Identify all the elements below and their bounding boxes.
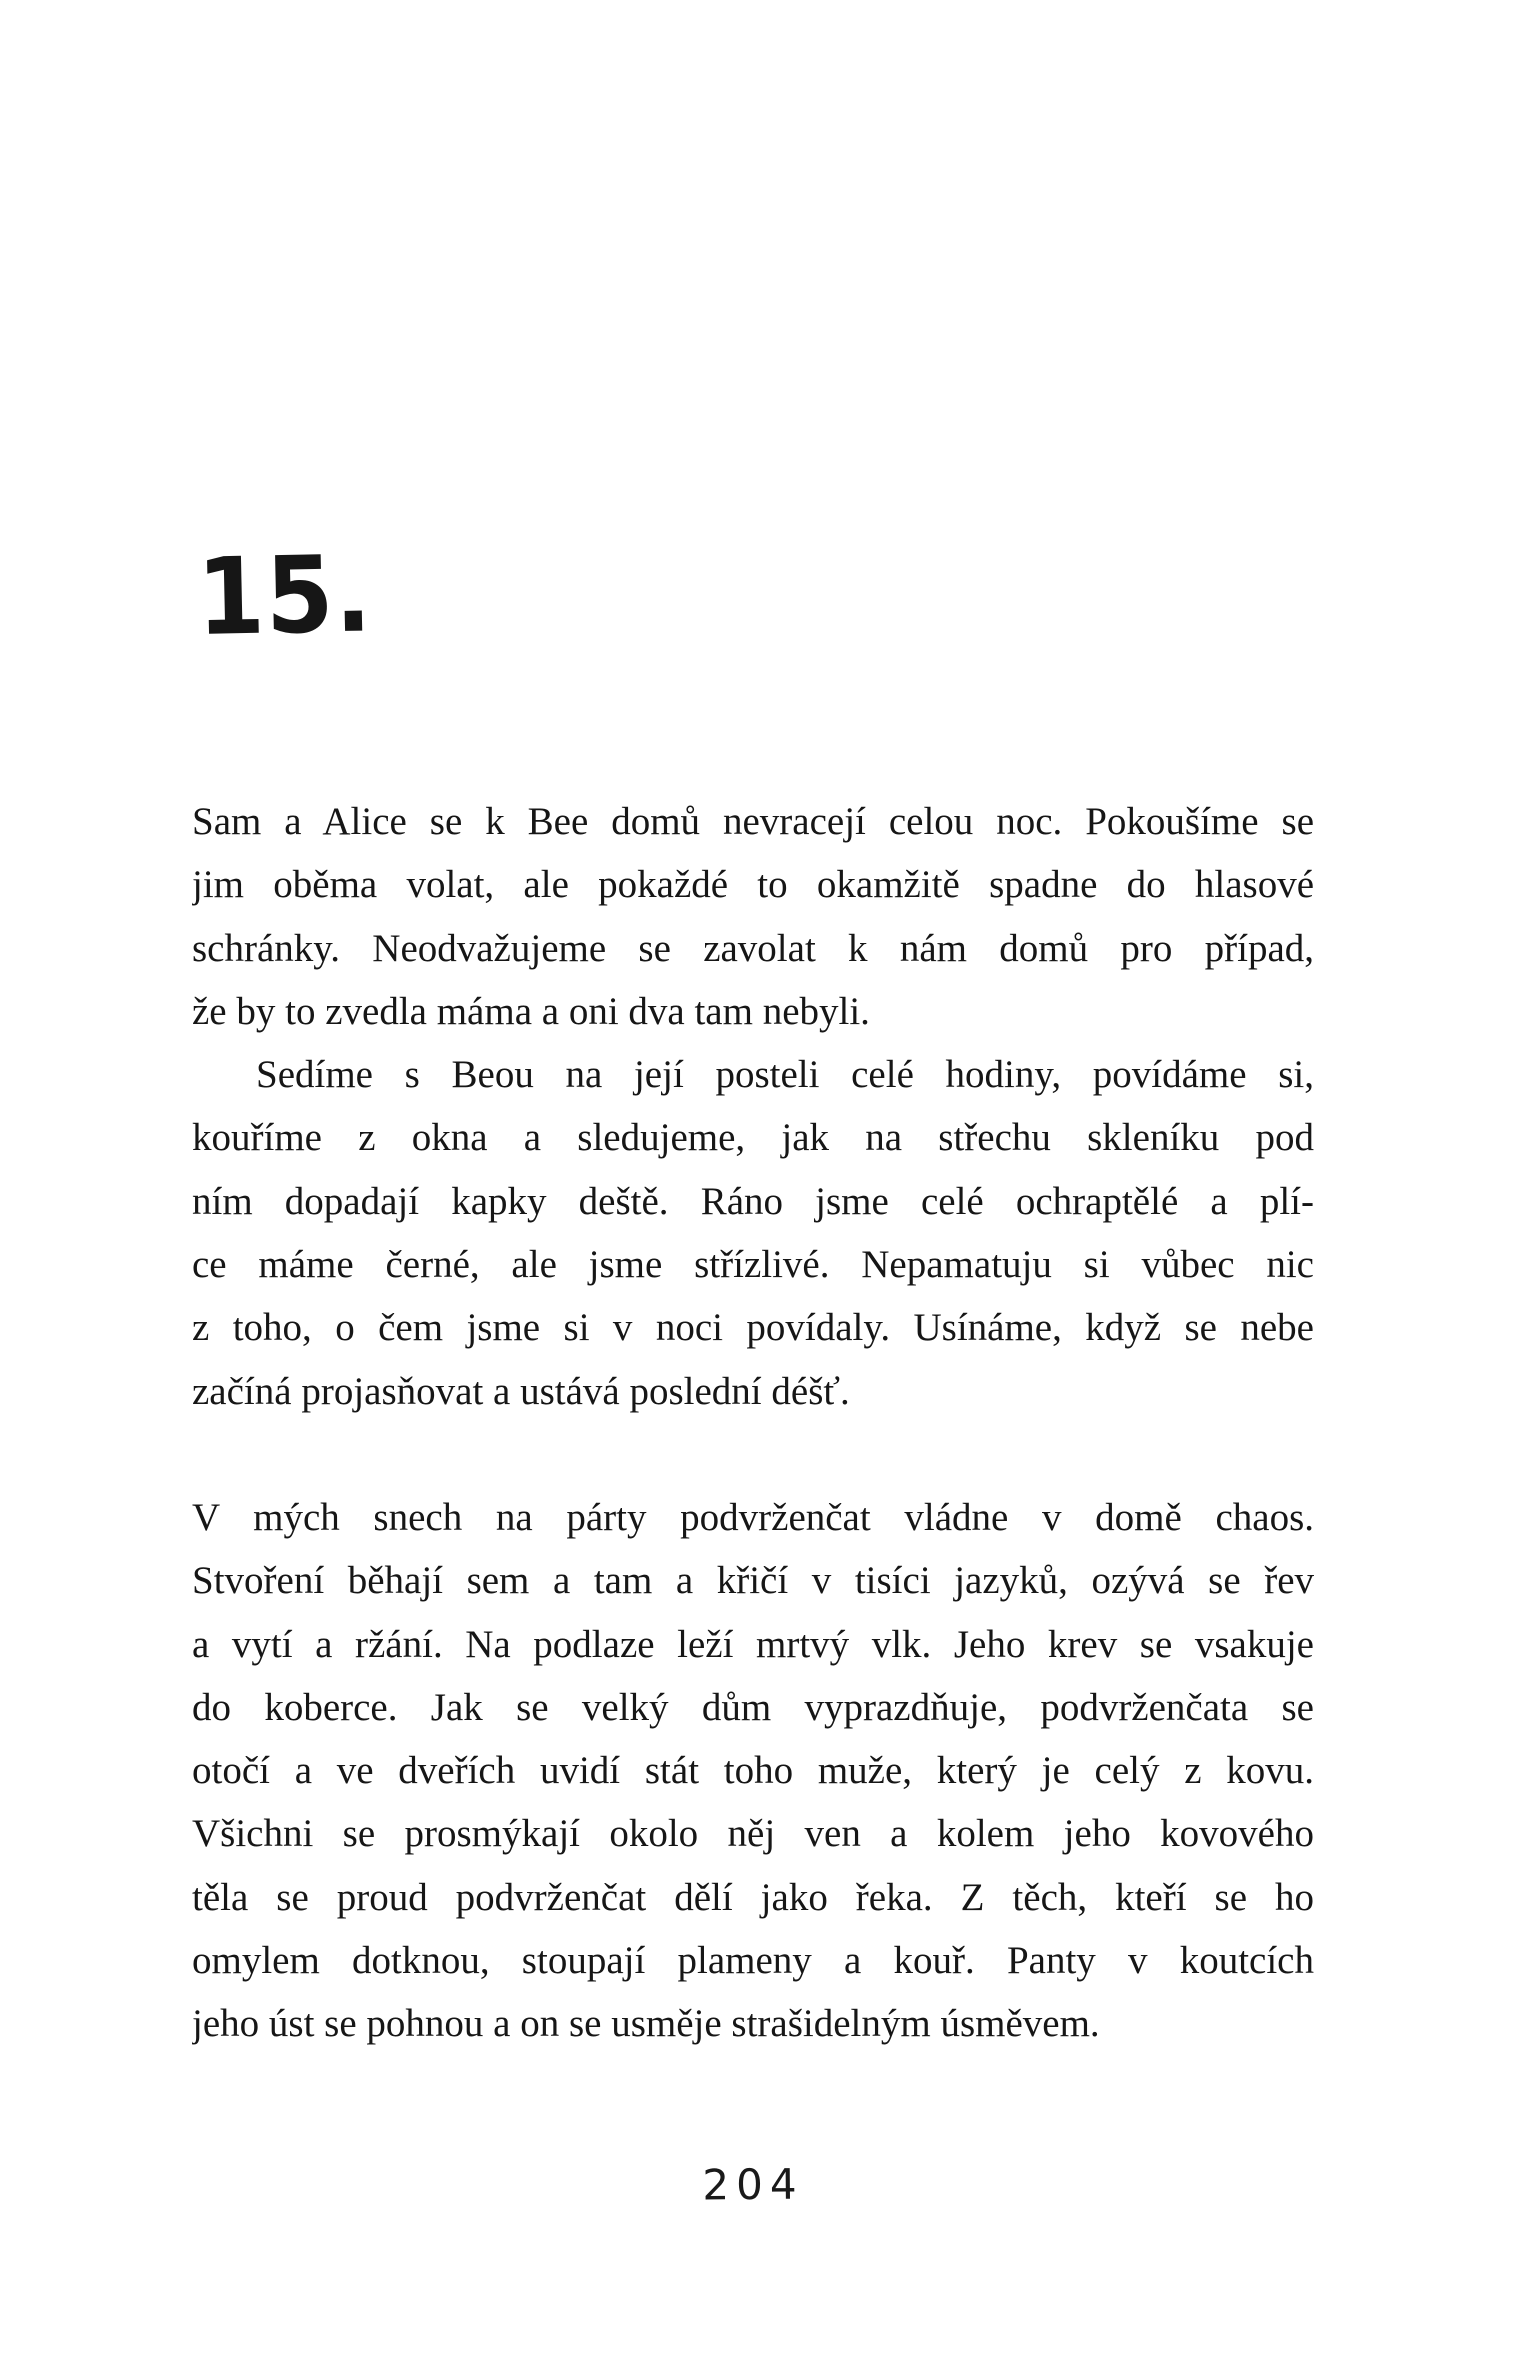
paragraph-1 [192, 790, 1314, 1043]
text-line: a vytí a ržání. Na podlaze leží mrtvý vlk. Jeho krev se vsakuje [192, 1622, 1314, 1666]
text-line: kouříme z okna a sledujeme, jak na střechu skleníku pod [192, 1116, 1314, 1160]
text-line: Všichni se prosmýkají okolo něj ven a kolem jeho kovového [192, 1812, 1314, 1856]
text-line: ce máme černé, ale jsme střízlivé. Nepamatuju si vůbec nic [192, 1243, 1314, 1287]
text-line: V mých snech na párty podvrženčat vládne v domě chaos. [192, 1495, 1314, 1539]
text-line: těla se proud podvrženčat dělí jako řeka. Z těch, kteří se ho [192, 1875, 1314, 1919]
text-line: že by to zvedla máma a oni dva tam nebyli. [192, 989, 870, 1033]
text-line: začíná projasňovat a ustává poslední déšť. [192, 1369, 850, 1413]
text-line: do koberce. Jak se velký dům vyprazdňuje, podvrženčata se [192, 1685, 1314, 1729]
text-line: schránky. Neodvažujeme se zavolat k nám domů pro případ, [192, 926, 1314, 970]
text-line: Stvoření běhají sem a tam a křičí v tisíci jazyků, ozývá se řev [192, 1559, 1314, 1603]
text-line: Sedíme s Beou na její posteli celé hodiny, povídáme si, [256, 1053, 1314, 1097]
page-number: 204 [702, 2159, 804, 2210]
text-line: z toho, o čem jsme si v noci povídaly. Usínáme, když se nebe [192, 1306, 1314, 1350]
text-line: jim oběma volat, ale pokaždé to okamžitě spadne do hlasové [192, 863, 1314, 907]
text-line: ním dopadají kapky deště. Ráno jsme celé ochraptělé a plí- [192, 1179, 1314, 1223]
text-line: jeho úst se pohnou a on se usměje strašidelným úsměvem. [192, 2002, 1100, 2046]
paragraph-2 [192, 1043, 1314, 1423]
text-line: otočí a ve dveřích uvidí stát toho muže, který je celý z kovu. [192, 1749, 1314, 1793]
chapter-number: 15. [195, 532, 374, 659]
body-text [192, 790, 1314, 2056]
text-line: omylem dotknou, stoupají plameny a kouř. Panty v koutcích [192, 1939, 1314, 1983]
paragraph-3 [192, 1486, 1314, 2056]
text-line: Sam a Alice se k Bee domů nevracejí celou noc. Pokoušíme se [192, 800, 1314, 843]
